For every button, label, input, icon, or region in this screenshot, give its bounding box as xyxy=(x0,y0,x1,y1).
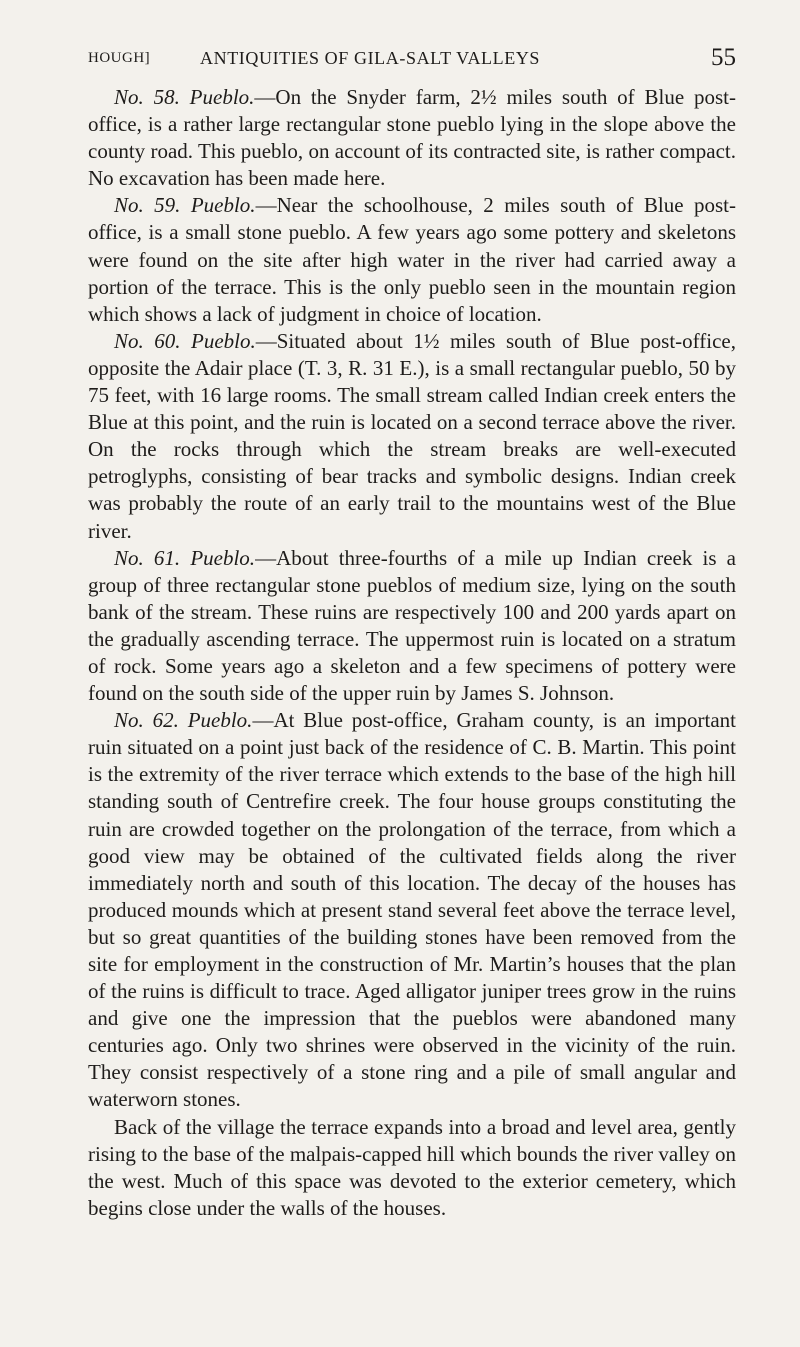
paragraph-heading: No. 60. Pueblo. xyxy=(114,328,256,353)
running-head-title: ANTIQUITIES OF GILA-SALT VALLEYS xyxy=(200,48,541,68)
paragraph-pueblo-60 xyxy=(88,328,736,545)
paragraph-pueblo-58 xyxy=(88,84,736,192)
body-text xyxy=(88,84,736,1222)
paragraph-heading: No. 61. Pueblo. xyxy=(114,545,256,570)
running-head xyxy=(88,44,736,74)
running-head-author: HOUGH] xyxy=(88,50,151,66)
paragraph-text: —About three-fourths of a mile up Indian creek is a group of three rectangular stone pueblos of medium size, lying on the south bank of the stream. These ruins are respectively 100 and 200 yards apart on the gradually ascending terrace. The uppermost ruin is located on a stratum of rock. Some years ago a skeleton and a few specimens of pottery were found on the south side of the upper ruin by James S. Johnson. xyxy=(88,545,736,706)
paragraph-pueblo-61 xyxy=(88,545,736,708)
paragraph-heading: No. 62. Pueblo. xyxy=(114,708,253,733)
paragraph-pueblo-62 xyxy=(88,707,736,1113)
paragraph-heading: No. 59. Pueblo. xyxy=(114,193,256,218)
paragraph-text: —On the Snyder farm, 2½ miles south of Blue post-office, is a rather large rectangular stone pueblo lying in the slope above the county road. This pueblo, on account of its contracted site, is rather compact. No excavation has been made here. xyxy=(88,85,736,191)
paragraph-text: —At Blue post-office, Graham county, is an important ruin situated on a point just back of the residence of C. B. Martin. This point is the extremity of the river terrace which extends to the base of the high hill standing south of Centrefire creek. The four house groups constituting the ruin are crowded together on the prolongation of the terrace, from which a good view may be obtained of the cultivated fields along the river immediately north and south of this location. The decay of the houses has produced mounds which at present stand several feet above the terrace level, but so great quantities of the building stones have been removed from the site for employment in the construction of Mr. Martin’s houses that the plan of the ruins is difficult to trace. Aged alligator juniper trees grow in the ruins and give one the impression that the pueblos were abandoned many centuries ago. Only two shrines were observed in the vicinity of the ruin. They consist respectively of a stone ring and a pile of small angular and waterworn stones. xyxy=(88,708,736,1112)
paragraph-heading: No. 58. Pueblo. xyxy=(114,85,255,109)
paragraph-text: Back of the village the terrace expands into a broad and level area, gently rising to the base of the malpais-capped hill which bounds the river valley on the west. Much of this space was devoted to the exterior cemetery, which begins close under the walls of the houses. xyxy=(88,1114,736,1220)
paragraph-pueblo-59 xyxy=(88,192,736,327)
paragraph-village-terrace xyxy=(88,1114,736,1222)
paragraph-text: —Situated about 1½ miles south of Blue post-office, opposite the Adair place (T. 3, R. 31 E.), is a small rectangular pueblo, 50 by 75 feet, with 16 large rooms. The small stream called Indian creek enters the Blue at this point, and the ruin is located on a second terrace above the river. On the rocks through which the stream breaks are well-executed petroglyphs, consisting of bear tracks and symbolic designs. Indian creek was probably the route of an early trail to the mountains west of the Blue river. xyxy=(88,328,736,543)
paragraph-text: —Near the schoolhouse, 2 miles south of Blue post-office, is a small stone pueblo. A few years ago some pottery and skeletons were found on the site after high water in the river had carried away a portion of the terrace. This is the only pueblo seen in the mountain region which shows a lack of judgment in choice of location. xyxy=(88,193,736,326)
page-number: 55 xyxy=(711,44,736,71)
